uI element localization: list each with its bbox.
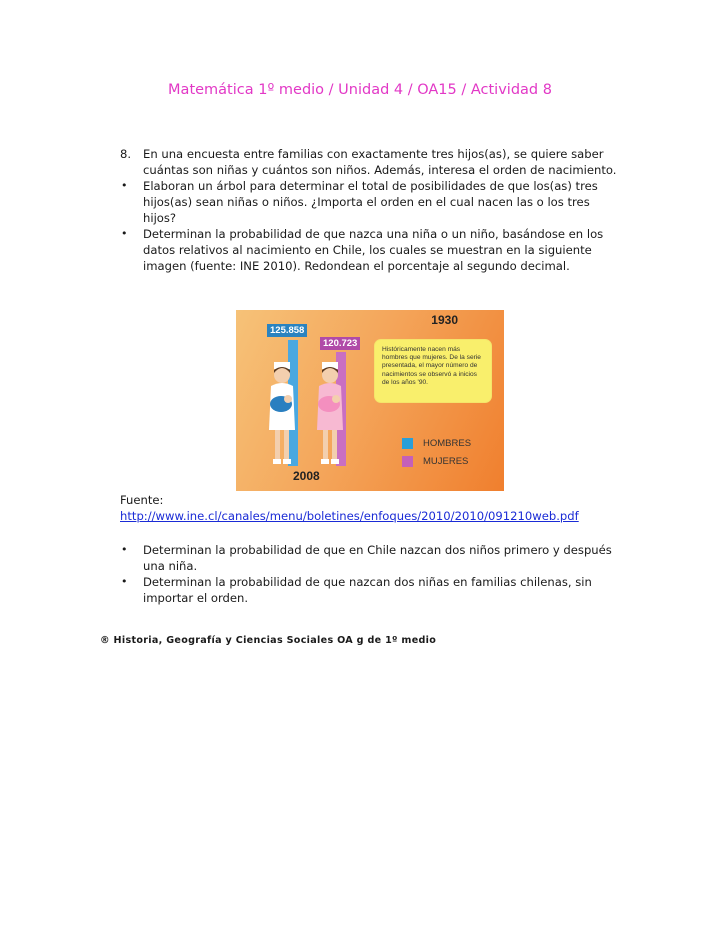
- bullet-marker: •: [121, 227, 128, 240]
- legend-item-hombres: [402, 438, 471, 449]
- activity-list-2: [120, 542, 625, 606]
- bullet-marker: •: [121, 179, 128, 192]
- list-item: [120, 542, 625, 574]
- list-item-text: En una encuesta entre familias con exactamente tres hijos(as), se quiere saber cuántas son niñas y cuántos son niños. Además, interesa el orden de nacimiento.: [143, 147, 617, 177]
- mujeres-value: 120.723: [320, 337, 360, 350]
- list-item: [120, 146, 625, 178]
- list-item-text: Determinan la probabilidad de que nazcan dos niñas en familias chilenas, sin importar el orden.: [143, 575, 592, 605]
- historical-note: Históricamente nacen más hombres que mujeres. De la serie presentada, el mayor número de nacimientos se observó a inicios de los años '90.: [374, 339, 492, 403]
- list-item-text: Determinan la probabilidad de que nazca una niña o un niño, basándose en los datos relativos al nacimiento en Chile, los cuales se muestran en la siguiente imagen (fuente: INE 2010). Redondean el porcentaje al segundo decimal.: [143, 227, 604, 273]
- bullet-marker: •: [121, 575, 128, 588]
- year-1930-label: 1930: [431, 313, 458, 327]
- list-item: [120, 574, 625, 606]
- legend-swatch-hombres: [402, 438, 413, 449]
- bullet-marker: •: [121, 543, 128, 556]
- nurse-girl-illustration: [312, 360, 348, 466]
- nurse-boy-illustration: [264, 360, 300, 466]
- year-2008-label: 2008: [293, 469, 320, 483]
- list-number: 8.: [120, 147, 132, 161]
- legend-item-mujeres: [402, 456, 471, 467]
- list-item: [120, 226, 625, 274]
- legend-label: HOMBRES: [423, 438, 472, 449]
- hombres-value: 125.858: [267, 324, 307, 337]
- list-item-text: Elaboran un árbol para determinar el total de posibilidades de que los(as) tres hijos(as) sean niñas o niños. ¿Importa el orden en el cual nacen las o los tres hijos?: [143, 179, 598, 225]
- list-item-text: Determinan la probabilidad de que en Chile nazcan dos niños primero y después una niña.: [143, 543, 612, 573]
- legend-swatch-mujeres: [402, 456, 413, 467]
- births-infographic: [236, 310, 504, 491]
- activity-list: [120, 146, 625, 274]
- footer-note: ® Historia, Geografía y Ciencias Sociales OA g de 1º medio: [100, 635, 437, 646]
- legend-label: MUJERES: [423, 456, 469, 467]
- legend: [402, 438, 471, 474]
- list-item: [120, 178, 625, 226]
- page-title: Matemática 1º medio / Unidad 4 / OA15 / Actividad 8: [168, 82, 552, 98]
- source-link[interactable]: http://www.ine.cl/canales/menu/boletines/enfoques/2010/2010/091210web.pdf: [120, 509, 579, 523]
- source-label: Fuente:: [120, 493, 164, 507]
